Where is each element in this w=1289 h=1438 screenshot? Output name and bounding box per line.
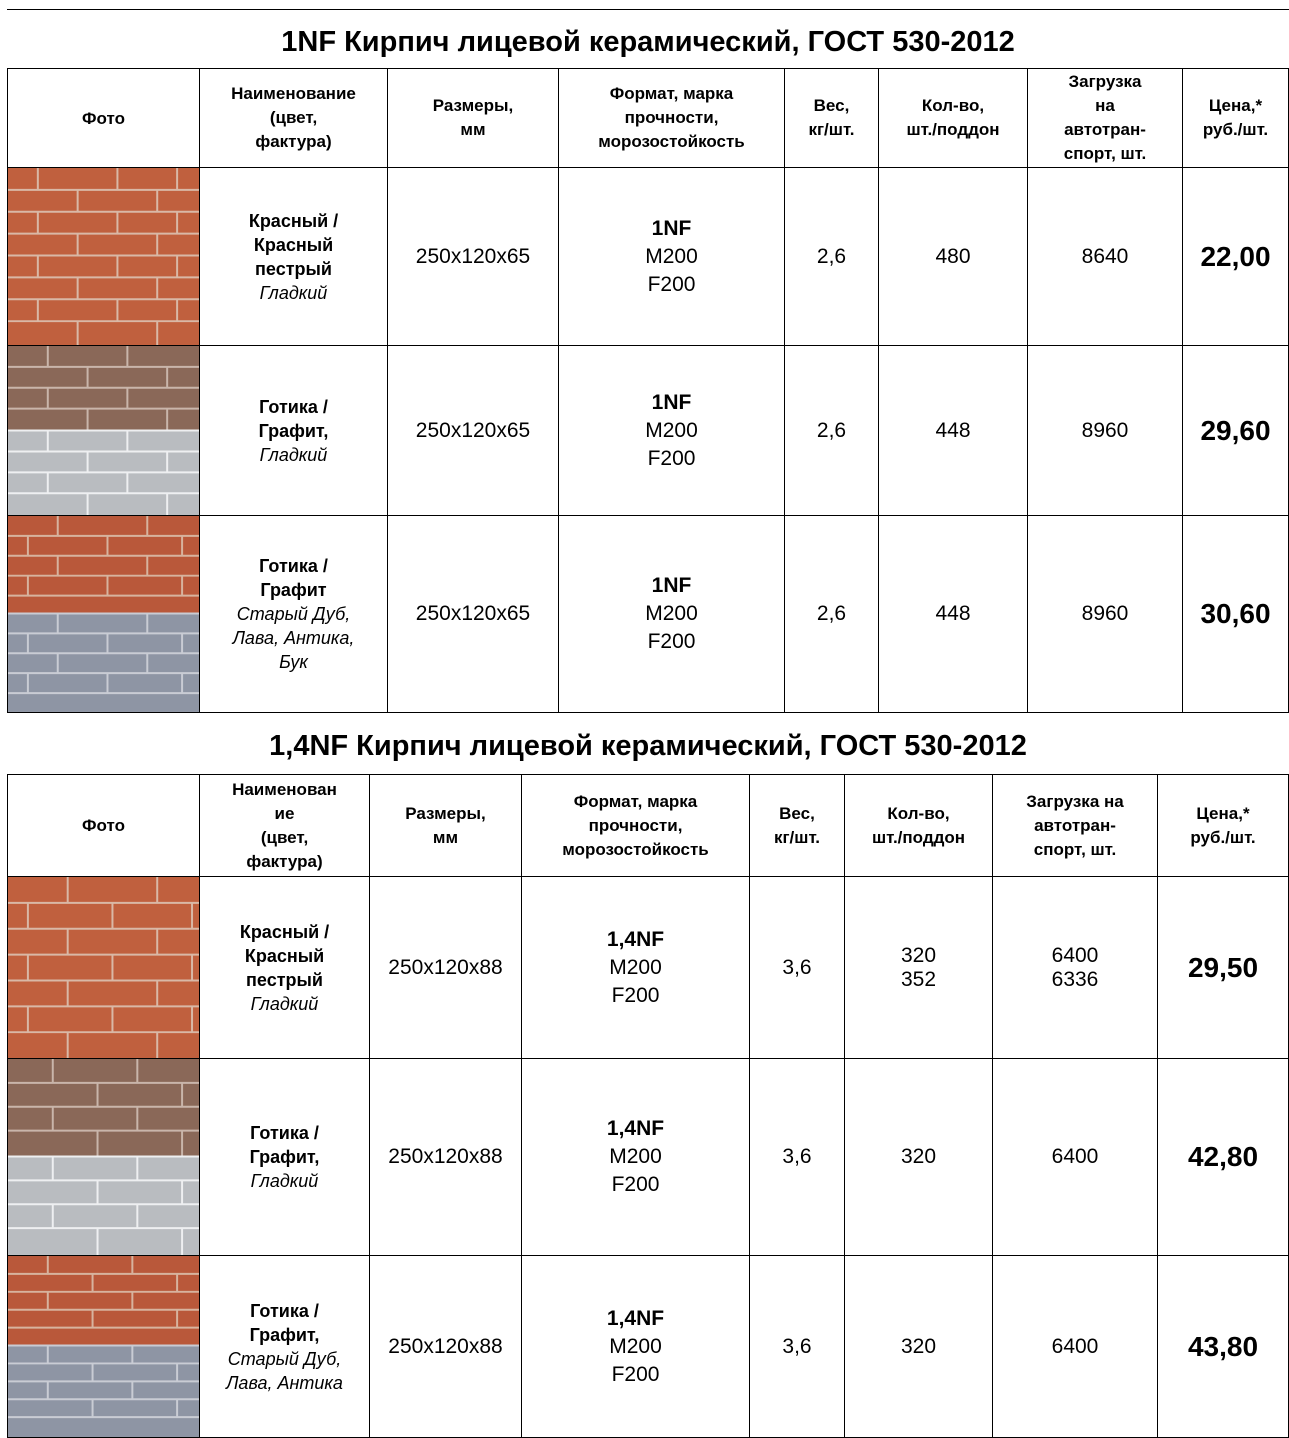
header-size: Размеры, мм — [370, 775, 522, 877]
header-load: Загрузка на автотран- спорт, шт. — [1028, 69, 1183, 168]
product-qty: 320 — [845, 1059, 993, 1256]
product-load: 6400 — [993, 1256, 1158, 1438]
brick-photo-textured — [8, 516, 200, 713]
product-name: Готика / Графит, Гладкий — [200, 1059, 370, 1256]
section-title: 1NF Кирпич лицевой керамический, ГОСТ 530-2012 — [281, 26, 1015, 58]
product-size: 250x120x65 — [388, 168, 559, 346]
product-format: 1NF M200 F200 — [559, 516, 785, 713]
section-1-4nf — [7, 713, 1289, 1436]
product-format: 1NF M200 F200 — [559, 168, 785, 346]
product-size: 250x120x88 — [370, 1059, 522, 1256]
header-format: Формат, марка прочности, морозостойкость — [559, 69, 785, 168]
product-load: 8960 — [1028, 516, 1183, 713]
table-row — [8, 168, 1289, 346]
brick-photo-textured — [8, 1256, 200, 1438]
product-load: 8960 — [1028, 346, 1183, 516]
header-price: Цена,* руб./шт. — [1158, 775, 1289, 877]
header-row — [8, 775, 1289, 877]
product-format: 1,4NF M200 F200 — [522, 1256, 750, 1438]
product-price: 43,80 — [1158, 1256, 1289, 1438]
table-row — [8, 877, 1289, 1059]
header-photo: Фото — [8, 69, 200, 168]
table-row — [8, 1256, 1289, 1438]
header-load: Загрузка на автотран- спорт, шт. — [993, 775, 1158, 877]
product-name: Готика / Графит, Гладкий — [200, 346, 388, 516]
header-size: Размеры, мм — [388, 69, 559, 168]
product-name: Готика / Графит Старый Дуб, Лава, Антика, Бук — [200, 516, 388, 713]
table-row — [8, 346, 1289, 516]
header-format: Формат, марка прочности, морозостойкость — [522, 775, 750, 877]
product-load: 8640 — [1028, 168, 1183, 346]
product-qty: 448 — [879, 516, 1028, 713]
product-size: 250x120x88 — [370, 877, 522, 1059]
product-name: Готика / Графит, Старый Дуб, Лава, Антика — [200, 1256, 370, 1438]
brick-photo-red — [8, 877, 200, 1059]
price-table — [7, 774, 1289, 1438]
product-qty: 480 — [879, 168, 1028, 346]
product-qty: 320 — [845, 1256, 993, 1438]
section-1nf — [7, 9, 1289, 714]
product-size: 250x120x65 — [388, 346, 559, 516]
product-qty: 448 — [879, 346, 1028, 516]
header-price: Цена,* руб./шт. — [1183, 69, 1289, 168]
product-format: 1NF M200 F200 — [559, 346, 785, 516]
product-price: 42,80 — [1158, 1059, 1289, 1256]
product-price: 22,00 — [1183, 168, 1289, 346]
product-weight: 3,6 — [750, 1059, 845, 1256]
product-qty: 320 352 — [845, 877, 993, 1059]
header-qty: Кол-во, шт./поддон — [879, 69, 1028, 168]
brick-photo-gothic-graphite — [8, 346, 200, 516]
header-weight: Вес, кг/шт. — [750, 775, 845, 877]
product-price: 29,60 — [1183, 346, 1289, 516]
product-format: 1,4NF M200 F200 — [522, 877, 750, 1059]
header-name: Наименован ие (цвет, фактура) — [200, 775, 370, 877]
price-table — [7, 68, 1289, 713]
product-price: 30,60 — [1183, 516, 1289, 713]
product-size: 250x120x88 — [370, 1256, 522, 1438]
header-photo: Фото — [8, 775, 200, 877]
table-row — [8, 516, 1289, 713]
product-load: 6400 — [993, 1059, 1158, 1256]
product-weight: 2,6 — [785, 516, 879, 713]
section-title: 1,4NF Кирпич лицевой керамический, ГОСТ 530-2012 — [269, 730, 1027, 762]
product-weight: 3,6 — [750, 877, 845, 1059]
product-name: Красный / Красный пестрый Гладкий — [200, 877, 370, 1059]
product-weight: 3,6 — [750, 1256, 845, 1438]
brick-photo-red — [8, 168, 200, 346]
table-row — [8, 1059, 1289, 1256]
product-name: Красный / Красный пестрый Гладкий — [200, 168, 388, 346]
header-name: Наименование (цвет, фактура) — [200, 69, 388, 168]
product-price: 29,50 — [1158, 877, 1289, 1059]
header-weight: Вес, кг/шт. — [785, 69, 879, 168]
product-weight: 2,6 — [785, 346, 879, 516]
product-format: 1,4NF M200 F200 — [522, 1059, 750, 1256]
brick-photo-gothic-graphite — [8, 1059, 200, 1256]
header-qty: Кол-во, шт./поддон — [845, 775, 993, 877]
product-size: 250x120x65 — [388, 516, 559, 713]
product-weight: 2,6 — [785, 168, 879, 346]
header-row — [8, 69, 1289, 168]
product-load: 6400 6336 — [993, 877, 1158, 1059]
